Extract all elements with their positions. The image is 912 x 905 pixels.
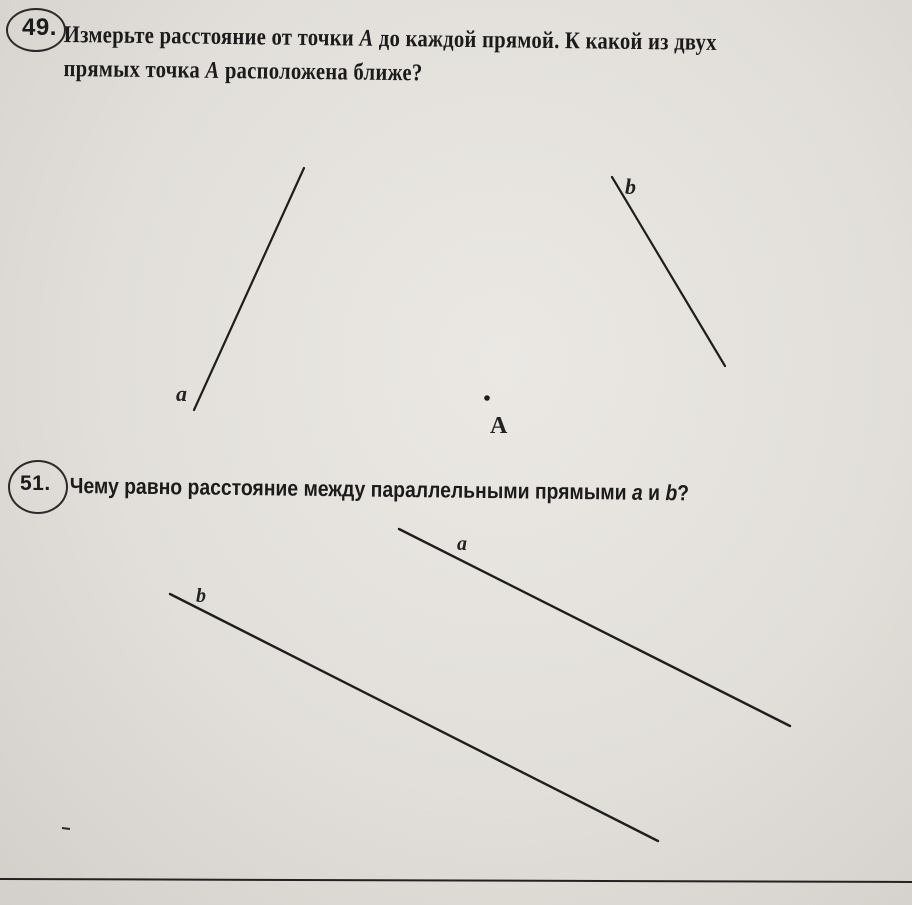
point-a-49 bbox=[484, 395, 490, 401]
problem-49-text-part2: до каждой прямой. К какой из двух прямых точка bbox=[63, 25, 717, 84]
line-a-49 bbox=[194, 168, 304, 410]
problem-51-text-mid: и bbox=[642, 479, 666, 506]
problem-51-var-b: b bbox=[665, 480, 678, 506]
problem-51-figure bbox=[170, 529, 790, 841]
problem-51-text-part1: Чему равно расстояние между параллельными прямыми bbox=[69, 472, 633, 505]
point-a-49-label: A bbox=[490, 413, 508, 439]
line-b-51 bbox=[170, 594, 658, 841]
line-b-51-label: b bbox=[196, 585, 206, 607]
page-bottom-rule bbox=[0, 879, 912, 882]
problem-49-text-part3: расположена ближе? bbox=[219, 57, 423, 87]
line-a-51 bbox=[399, 529, 790, 726]
problem-51-number: 51. bbox=[20, 472, 51, 495]
line-b-49 bbox=[612, 177, 725, 366]
problem-49-figure bbox=[176, 168, 725, 439]
problem-49-number: 49. bbox=[22, 14, 57, 41]
problem-51-text-end: ? bbox=[677, 480, 690, 506]
problem-49-text-part1: Измерьте расстояние от точки bbox=[63, 21, 360, 52]
problem-49-point-a: A bbox=[359, 25, 374, 52]
stray-dash-mark bbox=[62, 828, 70, 829]
problem-51-var-a: a bbox=[631, 479, 643, 505]
line-b-49-label: b bbox=[625, 174, 636, 199]
problem-49-point-a-2: A bbox=[205, 57, 220, 84]
line-a-49-label: a bbox=[176, 381, 187, 406]
line-a-51-label: a bbox=[457, 533, 467, 555]
